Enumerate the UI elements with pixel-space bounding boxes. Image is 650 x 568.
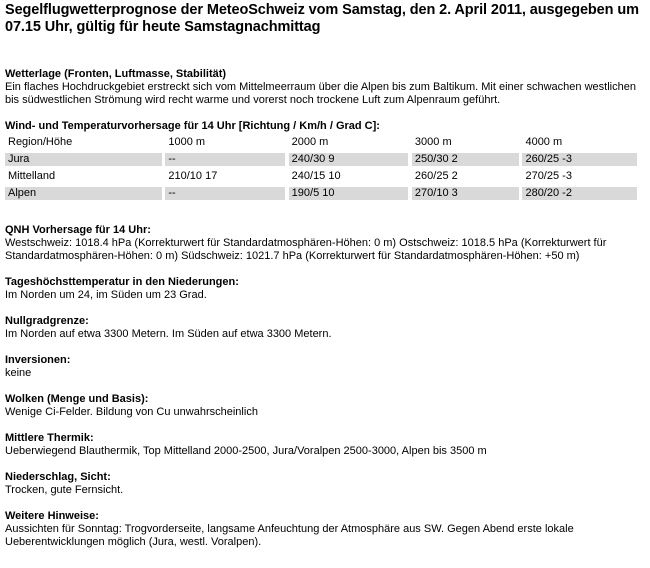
table-cell: Mittelland <box>8 170 56 182</box>
table-cell: 250/30 2 <box>412 153 519 166</box>
table-cell: 280/20 -2 <box>522 187 637 200</box>
table-row <box>5 153 637 166</box>
section-wind-temperature <box>5 120 645 204</box>
niederschlag-heading: Niederschlag, Sicht: <box>5 471 111 483</box>
table-header-cell: Region/Höhe <box>8 136 73 148</box>
table-cell: -- <box>165 153 284 166</box>
nullgrad-heading: Nullgradgrenze: <box>5 315 89 327</box>
table-row <box>5 187 637 200</box>
wind-table-header-row <box>5 136 637 149</box>
qnh-heading: QNH Vorhersage für 14 Uhr: <box>5 224 151 236</box>
section-inversionen <box>5 354 645 380</box>
table-header-cell: 4000 m <box>525 136 563 148</box>
thermik-text: Ueberwiegend Blauthermik, Top Mittelland 2000-2500, Jura/Voralpen 2500-3000, Alpen bis 3500 m <box>5 445 487 457</box>
table-cell: 240/15 10 <box>291 170 341 182</box>
section-thermik <box>5 432 645 458</box>
wetterlage-heading: Wetterlage (Fronten, Luftmasse, Stabilität) <box>5 68 227 80</box>
page-title: Segelflugwetterprognose der MeteoSchweiz vom Samstag, den 2. April 2011, ausgegeben um 07.15 Uhr, gültig für heute Samstagnachmittag <box>5 2 639 35</box>
niederschlag-text: Trocken, gute Fernsicht. <box>5 484 124 496</box>
wind-heading: Wind- und Temperaturvorhersage für 14 Uhr [Richtung / Km/h / Grad C]: <box>5 120 380 132</box>
table-cell: Jura <box>5 153 162 166</box>
nullgrad-text: Im Norden auf etwa 3300 Metern. Im Süden auf etwa 3300 Metern. <box>5 328 332 340</box>
thermik-heading: Mittlere Thermik: <box>5 432 94 444</box>
section-niederschlag <box>5 471 645 497</box>
forecast-page <box>5 0 645 549</box>
section-tageshoechsttemperatur <box>5 276 645 302</box>
wolken-heading: Wolken (Menge und Basis): <box>5 393 149 405</box>
table-header-cell: 1000 m <box>168 136 206 148</box>
wolken-text: Wenige Ci-Felder. Bildung von Cu unwahrscheinlich <box>5 406 258 418</box>
table-cell: Alpen <box>5 187 162 200</box>
section-qnh <box>5 224 645 263</box>
table-cell: 270/25 -3 <box>525 170 572 182</box>
table-cell: -- <box>165 187 284 200</box>
table-cell: 210/10 17 <box>168 170 218 182</box>
tageshoechst-heading: Tageshöchsttemperatur in den Niederungen: <box>5 276 239 288</box>
qnh-text: Westschweiz: 1018.4 hPa (Korrekturwert für Standardatmosphären-Höhen: 0 m) Ostschweiz: 1018.5 hPa (Korrekturwert für Standardatmosphären-Höhen: 0 m) Südschweiz: 1021.7 hPa (Korrekturwert für Standardatmosphären-Höhen: +50 m) <box>5 237 607 262</box>
table-cell: 270/10 3 <box>412 187 519 200</box>
wind-table <box>5 132 637 204</box>
wetterlage-text: Ein flaches Hochdruckgebiet erstreckt sich vom Mittelmeerraum über die Alpen bis zum Baltikum. Mit einer schwachen westlichen bis südwestlichen Strömung wird recht warme und vorerst noch trockene Luft zum Alpenraum geführt. <box>5 81 636 106</box>
table-header-cell: 2000 m <box>291 136 329 148</box>
section-wolken <box>5 393 645 419</box>
table-cell: 190/5 10 <box>289 187 408 200</box>
section-wetterlage <box>5 68 645 107</box>
section-weitere-hinweise <box>5 510 645 549</box>
inversionen-text: keine <box>5 367 32 379</box>
table-row <box>5 170 637 183</box>
table-cell: 260/25 -3 <box>522 153 637 166</box>
inversionen-heading: Inversionen: <box>5 354 71 366</box>
table-cell: 260/25 2 <box>414 170 458 182</box>
hinweise-text: Aussichten für Sonntag: Trogvorderseite, langsame Anfeuchtung der Atmosphäre aus SW. Gegen Abend erste lokale Ueberentwicklungen möglich (Jura, westl. Voralpen). <box>5 523 574 548</box>
tageshoechst-text: Im Norden um 24, im Süden um 23 Grad. <box>5 289 207 301</box>
table-header-cell: 3000 m <box>414 136 452 148</box>
section-nullgradgrenze <box>5 315 645 341</box>
hinweise-heading: Weitere Hinweise: <box>5 510 99 522</box>
table-cell: 240/30 9 <box>289 153 408 166</box>
